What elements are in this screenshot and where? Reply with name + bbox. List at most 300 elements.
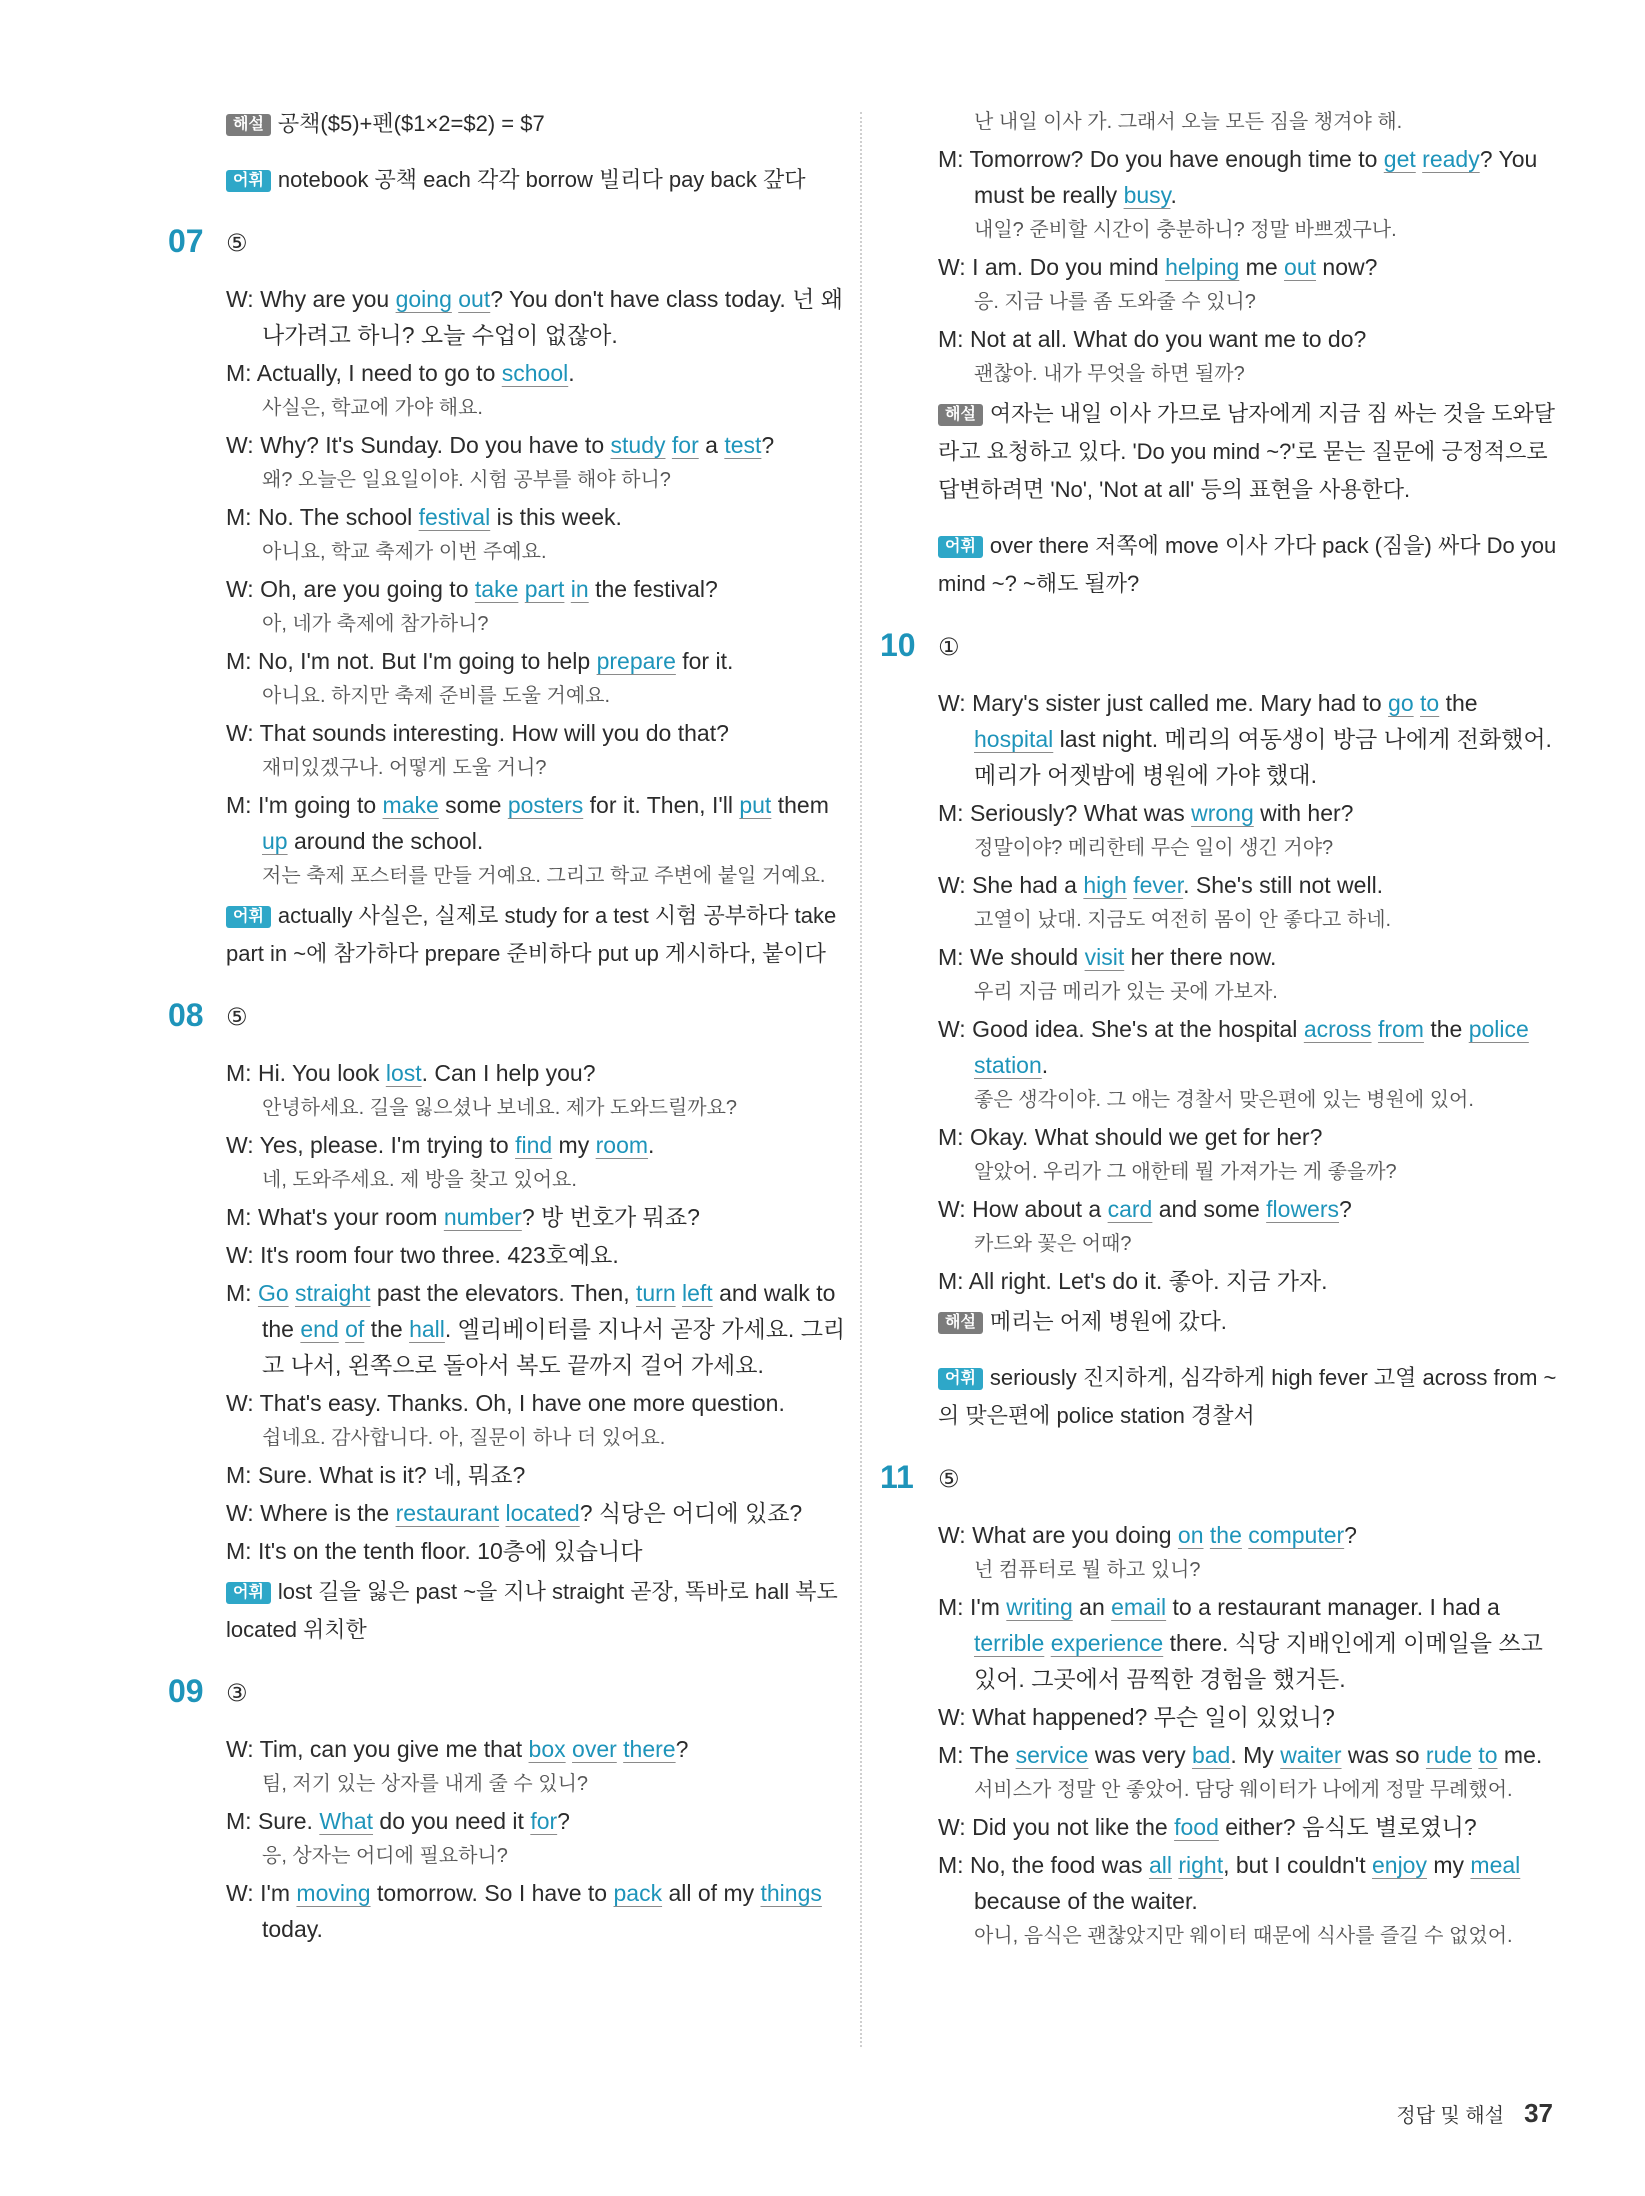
korean-translation: 쉽네요. 감사합니다. 아, 질문이 하나 더 있어요. [262, 1427, 666, 1449]
blank-answer: pack [613, 1880, 663, 1906]
dialog-line [938, 1699, 1560, 1735]
text-segment: my [1426, 1852, 1471, 1878]
speaker-label: W: [938, 1704, 966, 1730]
page-number: 37 [1524, 2098, 1553, 2128]
speaker-label: M: [226, 1462, 252, 1488]
question-number: 10 [880, 627, 916, 663]
text-segment: tomorrow. So I have to [370, 1880, 614, 1906]
text-segment: last night. 메리의 여동생이 방금 나에게 전화했어. 메리가 어젯밤에 병원에 가야 했대. [974, 726, 1552, 788]
blank-answer: flowers [1266, 1196, 1340, 1222]
korean-translation: 난 내일 이사 가. 그래서 오늘 모든 짐을 챙겨야 해. [974, 111, 1403, 133]
text-segment: I'm [260, 1880, 297, 1906]
haeseol-tag: 해설 [938, 404, 983, 426]
dialog-line [938, 939, 1560, 1009]
text-segment: I'm going to [257, 792, 383, 818]
blank-answer: for [530, 1808, 558, 1834]
answer-mark: ① [938, 634, 960, 661]
footer-label: 정답 및 해설 [1396, 2105, 1505, 2127]
text-segment: ? 방 번호가 뭐죠? [521, 1204, 700, 1230]
text-segment: ? You don't have class today. [490, 286, 793, 312]
blank-answer: there [623, 1736, 676, 1762]
text-segment: the [1439, 690, 1478, 716]
text-segment: Good idea. She's at the hospital [972, 1016, 1304, 1042]
text-segment: Okay. What should we get for her? [969, 1124, 1323, 1150]
blank-answer: in [570, 576, 589, 602]
korean-translation: 내일? 준비할 시간이 충분하니? 정말 바쁘겠구나. [974, 219, 1397, 241]
speaker-label: W: [938, 872, 966, 898]
text-segment: That sounds interesting. How will you do that? [259, 720, 729, 746]
blank-answer: things [760, 1880, 822, 1906]
speaker-label: M: [938, 1742, 964, 1768]
korean-translation: 왜? 오늘은 일요일이야. 시험 공부를 해야 하니? [262, 469, 671, 491]
blank-answer: to [1420, 690, 1440, 716]
english-line [938, 1191, 1560, 1227]
text-segment: ? [761, 432, 775, 458]
blank-answer: visit [1084, 944, 1125, 970]
english-line [226, 1875, 848, 1947]
text-segment: Mary's sister just called me. Mary had to [972, 690, 1389, 716]
speaker-label: M: [226, 360, 252, 386]
speaker-label: W: [226, 720, 254, 746]
blank-answer: enjoy [1371, 1852, 1427, 1878]
blank-answer: the [1209, 1522, 1242, 1548]
haeseol-tag: 해설 [226, 114, 271, 136]
blank-answer: number [443, 1204, 522, 1230]
text-segment: . My [1230, 1742, 1281, 1768]
dialog-line [938, 249, 1560, 319]
text-segment: because of the waiter. [974, 1888, 1198, 1914]
korean-translation: 넌 컴퓨터로 뭘 하고 있니? [974, 1559, 1201, 1581]
blank-answer: service [1015, 1742, 1089, 1768]
english-line [226, 715, 848, 751]
dialog-line [226, 499, 848, 569]
korean-translation: 괜찮아. 내가 무엇을 하면 될까? [974, 363, 1245, 385]
text-segment: 넌 왜 나가려고 하니? 오늘 수업이 없잖아. [262, 286, 843, 348]
speaker-label: M: [226, 1538, 252, 1564]
dialog-line [226, 1457, 848, 1493]
dialog-line [938, 1263, 1560, 1299]
text-segment: to a restaurant manager. I had a [1166, 1594, 1500, 1620]
blank-answer: right [1178, 1852, 1224, 1878]
dialog-line [938, 1589, 1560, 1697]
speaker-label: M: [938, 146, 964, 172]
korean-translation: 아니요, 학교 축제가 이번 주예요. [262, 541, 547, 563]
blank-answer: going [395, 286, 452, 312]
text-segment: What are you doing [972, 1522, 1178, 1548]
blank-answer: moving [296, 1880, 371, 1906]
text-segment: Oh, are you going to [260, 576, 475, 602]
blank-answer: experience [1050, 1630, 1164, 1656]
text-segment: Did you not like the [972, 1814, 1175, 1840]
blank-answer: find [515, 1132, 553, 1158]
dialog-line [938, 685, 1560, 793]
question-number: 08 [168, 997, 204, 1033]
speaker-label: W: [226, 1242, 254, 1268]
text-segment: today. [262, 1916, 323, 1942]
text-segment: . 엘리베이터를 지나서 곧장 가세요. 그리고 나서, 왼쪽으로 돌아서 복도 끝까지 걸어 가세요. [262, 1316, 846, 1378]
blank-answer: of [345, 1316, 365, 1342]
text-segment: is this week. [490, 504, 622, 530]
dialog-line [226, 355, 848, 425]
eohwi-note: 어휘 lost 길을 잃은 past ~을 지나 straight 곧장, 똑바로 hall 복도 located 위치한 [226, 1579, 838, 1642]
answer-mark: ⑤ [226, 1004, 248, 1031]
left-column [168, 105, 848, 1949]
dialog [168, 1731, 848, 1947]
korean-translation: 고열이 났대. 지금도 여전히 몸이 안 좋다고 하네. [974, 909, 1392, 931]
text-segment: . Can I help you? [421, 1060, 596, 1086]
korean-translation: 응. 지금 나를 좀 도와줄 수 있니? [974, 291, 1256, 313]
speaker-label: M: [938, 1268, 964, 1294]
speaker-label: W: [938, 1016, 966, 1042]
eohwi-tag: 어휘 [226, 1582, 271, 1604]
text-segment: for it. [675, 648, 734, 674]
blank-answer: rude [1425, 1742, 1472, 1768]
question-10 [880, 621, 1560, 1435]
speaker-label: M: [938, 944, 964, 970]
page-footer [1396, 2098, 1553, 2129]
dialog-line [938, 1847, 1560, 1953]
english-line [226, 1055, 848, 1091]
text-segment: ? [1344, 1522, 1357, 1548]
blank-answer: across [1303, 1016, 1372, 1042]
text-segment: Why? It's Sunday. Do you have to [260, 432, 611, 458]
speaker-label: M: [226, 648, 252, 674]
speaker-label: W: [226, 1880, 254, 1906]
question-number: 07 [168, 223, 204, 259]
text-segment: It's on the tenth floor. 10층에 있습니다 [257, 1538, 643, 1564]
question-11 [880, 1453, 1560, 1953]
speaker-label: M: [226, 1280, 252, 1306]
text-segment: No. The school [257, 504, 419, 530]
dialog-line [226, 427, 848, 497]
blank-answer: make [382, 792, 439, 818]
blank-answer: lost [385, 1060, 422, 1086]
blank-answer: restaurant [395, 1500, 500, 1526]
english-line [226, 1237, 848, 1273]
text-segment: . She's still not well. [1183, 872, 1384, 898]
english-line [226, 499, 848, 535]
text-segment: No, I'm not. But I'm going to help [257, 648, 597, 674]
blank-answer: out [1284, 254, 1317, 280]
speaker-label: M: [226, 1204, 252, 1230]
english-line [938, 1847, 1560, 1919]
text-segment: the [1423, 1016, 1469, 1042]
text-segment: It's room four two three. 423호예요. [260, 1242, 619, 1268]
korean-translation: 재미있겠구나. 어떻게 도울 거니? [262, 757, 547, 779]
english-line [938, 141, 1560, 213]
korean-translation: 아니요. 하지만 축제 준비를 도울 거예요. [262, 685, 611, 707]
text-segment: around the school. [287, 828, 484, 854]
dialog-line [938, 1809, 1560, 1845]
korean-translation: 응, 상자는 어디에 필요하니? [262, 1845, 508, 1867]
question-08 [168, 991, 848, 1649]
text-segment: Tim, can you give me that [259, 1736, 529, 1762]
text-segment: the festival? [588, 576, 718, 602]
dialog-line [226, 1385, 848, 1455]
dialog-line [938, 321, 1560, 391]
english-line [226, 1199, 848, 1235]
english-line [226, 1275, 848, 1383]
text-segment: and some [1152, 1196, 1267, 1222]
dialog-line [226, 1199, 848, 1235]
eohwi-note: 어휘 over there 저쪽에 move 이사 가다 pack (짐을) 싸다 Do you mind ~? ~해도 될까? [938, 533, 1557, 596]
speaker-label: W: [938, 690, 966, 716]
text-segment: . [568, 360, 575, 386]
english-line [938, 795, 1560, 831]
text-segment: a [698, 432, 725, 458]
dialog [880, 105, 1560, 391]
speaker-label: W: [226, 1500, 254, 1526]
english-line [226, 1127, 848, 1163]
text-segment: Hi. You look [257, 1060, 386, 1086]
text-segment: How about a [972, 1196, 1108, 1222]
text-segment: Sure. [257, 1808, 320, 1834]
haeseol-note: 해설 여자는 내일 이사 가므로 남자에게 지금 짐 싸는 것을 도와달라고 요청하고 있다. 'Do you mind ~?'로 묻는 질문에 긍정적으로 답변하려면 'No', 'Not at all' 등의 표현을 사용한다. [938, 401, 1555, 502]
text-segment: I'm [969, 1594, 1007, 1620]
blank-answer: to [1478, 1742, 1498, 1768]
text-segment: all of my [662, 1880, 761, 1906]
blank-answer: from [1377, 1016, 1424, 1042]
text-segment: past the elevators. Then, [370, 1280, 636, 1306]
korean-translation: 저는 축제 포스터를 만들 거예요. 그리고 학교 주변에 붙일 거예요. [262, 865, 826, 887]
english-line [226, 427, 848, 463]
text-segment: an [1072, 1594, 1112, 1620]
text-segment: me [1239, 254, 1285, 280]
question-number: 09 [168, 1673, 204, 1709]
blank-answer: fever [1133, 872, 1184, 898]
blank-answer: helping [1165, 254, 1240, 280]
question-09-continued [880, 105, 1560, 603]
text-segment: ? [1339, 1196, 1352, 1222]
eohwi-tag: 어휘 [226, 906, 271, 928]
dialog-line [226, 1275, 848, 1383]
text-segment: Sure. What is it? 네, 뭐죠? [257, 1462, 526, 1488]
text-segment: I am. Do you mind [972, 254, 1166, 280]
english-line [226, 1457, 848, 1493]
text-segment: for it. Then, I'll [583, 792, 740, 818]
text-segment: She had a [972, 872, 1084, 898]
english-line [226, 1495, 848, 1531]
korean-translation: 안녕하세요. 길을 잃으셨나 보네요. 제가 도와드릴까요? [262, 1097, 738, 1119]
blank-answer: study [610, 432, 666, 458]
speaker-label: W: [226, 576, 254, 602]
speaker-label: W: [226, 432, 254, 458]
english-line [938, 1119, 1560, 1155]
blank-answer: school [501, 360, 569, 386]
blank-answer: food [1174, 1814, 1219, 1840]
blank-answer: festival [418, 504, 491, 530]
blank-answer: left [682, 1280, 713, 1306]
blank-answer: turn [635, 1280, 676, 1306]
blank-answer: get [1383, 146, 1416, 172]
korean-translation: 카드와 꽃은 어때? [974, 1233, 1132, 1255]
text-segment: was so [1341, 1742, 1426, 1768]
text-segment: her there now. [1124, 944, 1277, 970]
blank-answer: test [724, 432, 762, 458]
speaker-label: W: [938, 254, 966, 280]
english-line [226, 355, 848, 391]
dialog-line [226, 571, 848, 641]
korean-translation: 정말이야? 메리한테 무슨 일이 생긴 거야? [974, 837, 1334, 859]
eohwi-tag: 어휘 [938, 536, 983, 558]
english-line [938, 867, 1560, 903]
question-09 [168, 1667, 848, 1947]
english-line [938, 1589, 1560, 1697]
text-segment: Seriously? What was [969, 800, 1192, 826]
blank-answer: posters [507, 792, 584, 818]
blank-answer: part [524, 576, 565, 602]
blank-answer: waiter [1280, 1742, 1342, 1768]
text-segment: . [648, 1132, 655, 1158]
dialog-line [938, 795, 1560, 865]
blank-answer: meal [1470, 1852, 1521, 1878]
dialog-line [938, 1191, 1560, 1261]
english-line [938, 1263, 1560, 1299]
blank-answer: Go [257, 1280, 289, 1306]
english-line [226, 571, 848, 607]
text-segment: ? 식당은 어디에 있죠? [579, 1500, 803, 1526]
dialog-line [226, 1237, 848, 1273]
blank-answer: up [262, 828, 288, 854]
intro-haeseol: 해설 공책($5)+펜($1×2=$2) = $7 [226, 105, 848, 143]
blank-answer: for [671, 432, 699, 458]
text-segment: the [364, 1316, 410, 1342]
english-line [938, 1809, 1560, 1845]
eohwi-note: 어휘 actually 사실은, 실제로 study for a test 시험 공부하다 take part in ~에 참가하다 prepare 준비하다 put up 게시하다, 붙이다 [226, 903, 837, 966]
blank-answer: end [300, 1316, 339, 1342]
dialog-line [226, 1533, 848, 1569]
blank-answer: email [1111, 1594, 1167, 1620]
english-line [226, 1533, 848, 1569]
text-segment: either? 음식도 별로였니? [1218, 1814, 1477, 1840]
text-segment: ? [557, 1808, 570, 1834]
english-line [226, 281, 848, 353]
korean-translation: 서비스가 정말 안 좋았어. 담당 웨이터가 나에게 정말 무례했어. [974, 1779, 1513, 1801]
blank-answer: card [1107, 1196, 1153, 1222]
speaker-label: M: [938, 1124, 964, 1150]
haeseol-note: 해설 메리는 어제 병원에 갔다. [938, 1303, 1560, 1341]
speaker-label: M: [226, 504, 252, 530]
korean-translation: 네, 도와주세요. 제 방을 찾고 있어요. [262, 1169, 577, 1191]
text-segment: do you need it [373, 1808, 531, 1834]
dialog-line [938, 1011, 1560, 1117]
english-line [938, 685, 1560, 793]
english-line [938, 249, 1560, 285]
english-line [938, 1517, 1560, 1553]
text-segment: them [771, 792, 829, 818]
english-line [226, 787, 848, 859]
blank-answer: hall [409, 1316, 445, 1342]
blank-answer: terrible [974, 1630, 1045, 1656]
dialog-line [226, 715, 848, 785]
text-segment: We should [969, 944, 1085, 970]
korean-translation: 사실은, 학교에 가야 해요. [262, 397, 483, 419]
dialog-line [226, 1055, 848, 1125]
english-line [226, 1731, 848, 1767]
blank-answer: writing [1006, 1594, 1073, 1620]
english-line [226, 1803, 848, 1839]
english-line [938, 939, 1560, 975]
speaker-label: M: [938, 326, 964, 352]
text-segment: Not at all. What do you want me to do? [969, 326, 1367, 352]
blank-answer: police [1468, 1016, 1529, 1042]
english-line [938, 321, 1560, 357]
blank-answer: located [505, 1500, 580, 1526]
speaker-label: W: [938, 1814, 966, 1840]
haeseol-tag: 해설 [938, 1312, 983, 1334]
text-segment: . [1041, 1052, 1049, 1078]
korean-translation: 우리 지금 메리가 있는 곳에 가보자. [974, 981, 1278, 1003]
dialog-line [226, 281, 848, 353]
text-segment: and walk to the [262, 1280, 836, 1342]
speaker-label: M: [938, 1594, 964, 1620]
question-07 [168, 217, 848, 973]
korean-translation: 아, 네가 축제에 참가하니? [262, 613, 489, 635]
english-line [938, 1737, 1560, 1773]
speaker-label: W: [938, 1196, 966, 1222]
text-segment: there. 식당 지배인에게 이메일을 쓰고 있어. 그곳에서 끔찍한 경험을 했거든. [974, 1630, 1543, 1692]
dialog-line [938, 1517, 1560, 1587]
text-segment: ? You must be really [974, 146, 1538, 208]
dialog-line [226, 1803, 848, 1873]
dialog-line [226, 643, 848, 713]
dialog-line [226, 1875, 848, 1947]
speaker-label: M: [938, 1852, 964, 1878]
speaker-label: W: [226, 286, 254, 312]
text-segment: What happened? 무슨 일이 있었니? [972, 1704, 1335, 1730]
text-segment: Where is the [260, 1500, 396, 1526]
eohwi-tag: 어휘 [226, 170, 271, 192]
text-segment: What's your room [257, 1204, 444, 1230]
blank-answer: straight [295, 1280, 371, 1306]
blank-answer: prepare [596, 648, 676, 674]
speaker-label: M: [938, 800, 964, 826]
dialog-line [938, 141, 1560, 247]
right-column [880, 105, 1560, 1955]
speaker-label: W: [226, 1390, 254, 1416]
text-segment: Actually, I need to go to [256, 360, 502, 386]
answer-mark: ⑤ [226, 230, 248, 257]
dialog [168, 281, 848, 893]
text-segment: ? [675, 1736, 689, 1762]
english-line [226, 1385, 848, 1421]
blank-answer: station [974, 1052, 1042, 1078]
text-segment: some [438, 792, 508, 818]
dialog-line [226, 1495, 848, 1531]
blank-answer: high [1083, 872, 1127, 898]
dialog-line [226, 1731, 848, 1801]
blank-answer: computer [1248, 1522, 1345, 1548]
speaker-label: W: [226, 1736, 254, 1762]
text-segment: with her? [1253, 800, 1354, 826]
speaker-label: W: [226, 1132, 254, 1158]
blank-answer: all [1148, 1852, 1172, 1878]
blank-answer: out [458, 286, 491, 312]
dialog-line [226, 1127, 848, 1197]
text-segment: . [1170, 182, 1177, 208]
blank-answer: over [572, 1736, 617, 1762]
text-segment: Tomorrow? Do you have enough time to [969, 146, 1384, 172]
text-segment: was very [1088, 1742, 1192, 1768]
speaker-label: M: [226, 792, 252, 818]
blank-answer: on [1177, 1522, 1204, 1548]
dialog-line [938, 105, 1560, 139]
blank-answer: hospital [974, 726, 1054, 752]
blank-answer: take [474, 576, 519, 602]
text-segment: Why are you [260, 286, 396, 312]
text-segment: Yes, please. I'm trying to [259, 1132, 516, 1158]
text-segment: The [969, 1742, 1016, 1768]
